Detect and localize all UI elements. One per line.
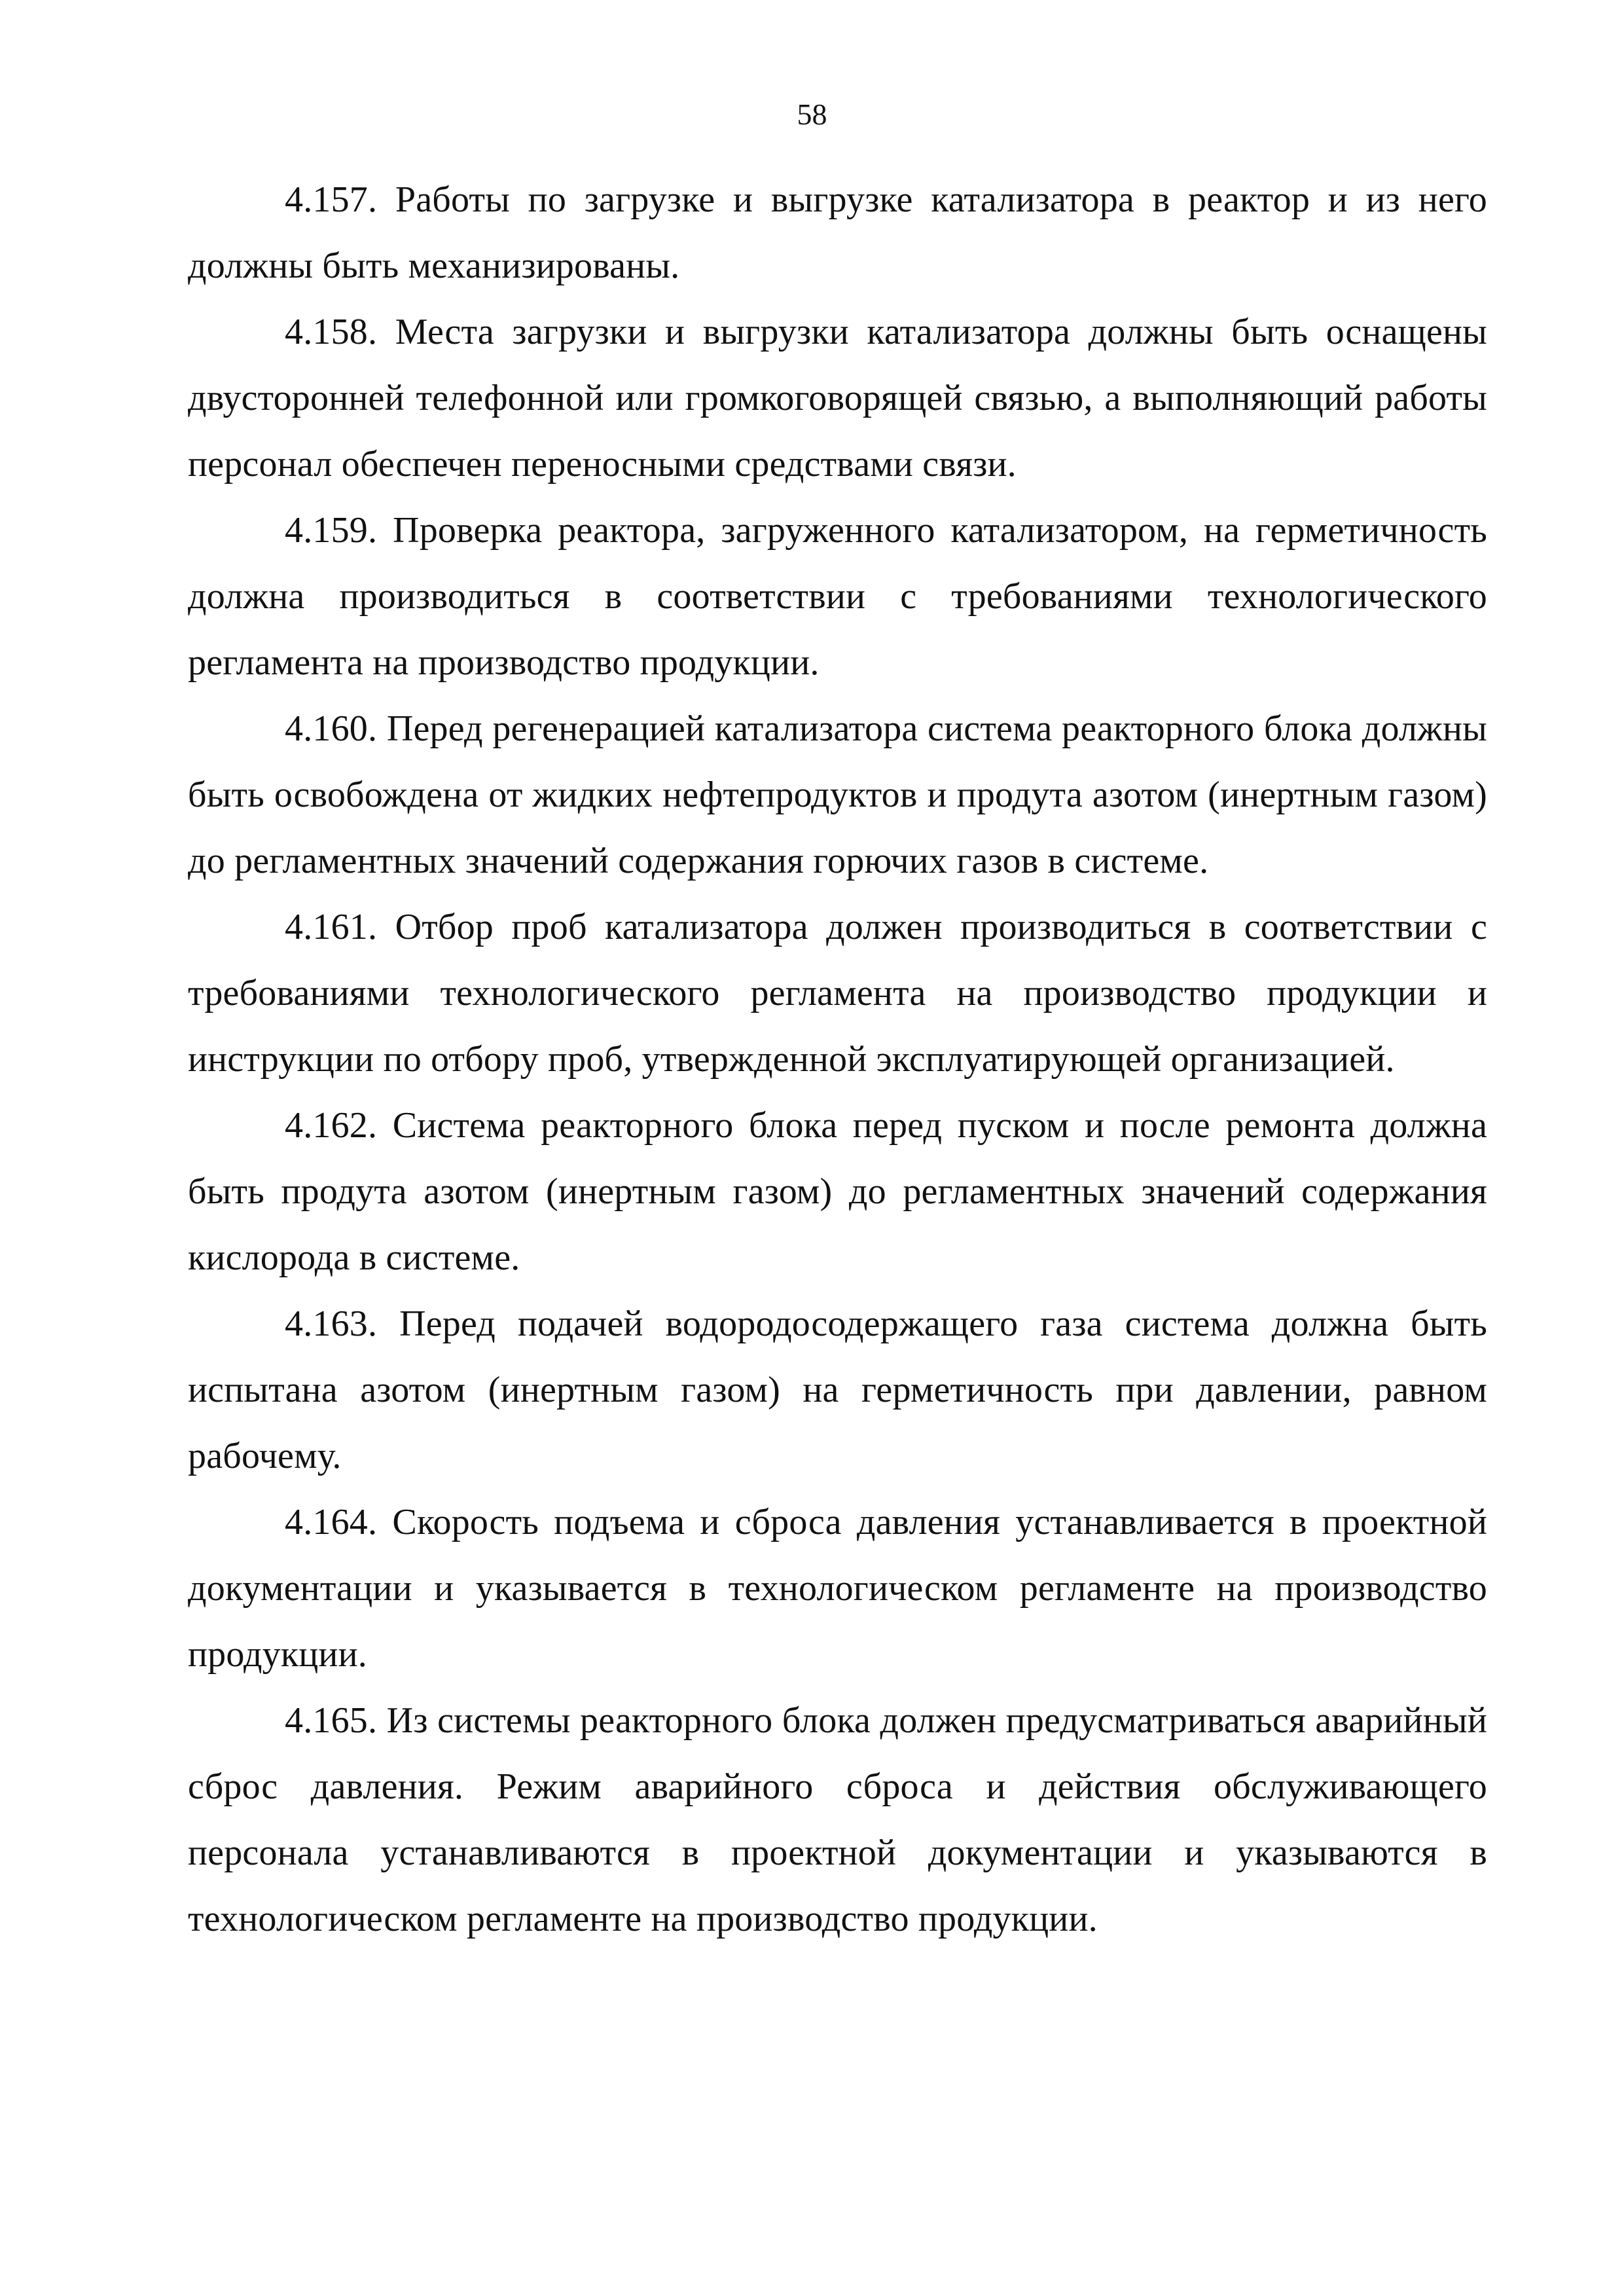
paragraph-4-163 <box>188 1291 1487 1489</box>
paragraph-text: Отбор проб катализатора должен производиться в соответствии с требованиями технологического регламента на производство продукции и инструкции по отбору проб, утвержденной эксплуатирующей организацией. <box>188 907 1488 1080</box>
paragraph-number: 4.162. <box>285 1105 378 1146</box>
paragraph-4-158 <box>188 299 1487 498</box>
paragraph-text: Скорость подъема и сброса давления устанавливается в проектной документации и указывается в технологическом регламенте на производство продукции. <box>188 1502 1487 1675</box>
paragraph-number: 4.163. <box>285 1303 378 1344</box>
paragraph-4-157 <box>188 167 1487 299</box>
paragraph-number: 4.164. <box>285 1502 378 1542</box>
paragraph-4-162 <box>188 1093 1487 1291</box>
paragraph-number: 4.165. <box>285 1700 378 1741</box>
paragraph-4-161 <box>188 894 1487 1093</box>
paragraph-number: 4.158. <box>285 312 378 352</box>
paragraph-4-159 <box>188 498 1487 696</box>
page-number: 58 <box>797 98 827 131</box>
paragraph-number: 4.161. <box>285 907 378 947</box>
paragraph-number: 4.157. <box>285 179 378 220</box>
paragraph-4-165 <box>188 1688 1487 1952</box>
paragraph-text: Места загрузки и выгрузки катализатора должны быть оснащены двусторонней телефонной или громкоговорящей связью, а выполняющий работы персонал обеспечен переносными средствами связи. <box>188 312 1487 484</box>
paragraph-4-160 <box>188 696 1487 894</box>
paragraph-4-164 <box>188 1489 1487 1688</box>
paragraph-text: Работы по загрузке и выгрузке катализатора в реактор и из него должны быть механизированы. <box>188 179 1487 286</box>
paragraph-text: Перед регенерацией катализатора система реакторного блока должны быть освобождена от жидких нефтепродуктов и продута азотом (инертным газом) до регламентных значений содержания горючих газов в системе. <box>188 708 1487 881</box>
paragraph-number: 4.160. <box>285 708 378 749</box>
paragraph-number: 4.159. <box>285 510 378 551</box>
paragraph-text: Перед подачей водородосодержащего газа система должна быть испытана азотом (инертным газом) на герметичность при давлении, равном рабочему. <box>188 1303 1487 1476</box>
paragraph-text: Из системы реакторного блока должен предусматриваться аварийный сброс давления. Режим аварийного сброса и действия обслуживающего персонала устанавливаются в проектной документации и указываются в технологическом регламенте на производство продукции. <box>188 1700 1488 1939</box>
paragraph-text: Проверка реактора, загруженного катализатором, на герметичность должна производиться в соответствии с требованиями технологического регламента на производство продукции. <box>188 510 1487 683</box>
document-body <box>188 167 1487 1952</box>
paragraph-text: Система реакторного блока перед пуском и после ремонта должна быть продута азотом (инертным газом) до регламентных значений содержания кислорода в системе. <box>188 1105 1487 1278</box>
